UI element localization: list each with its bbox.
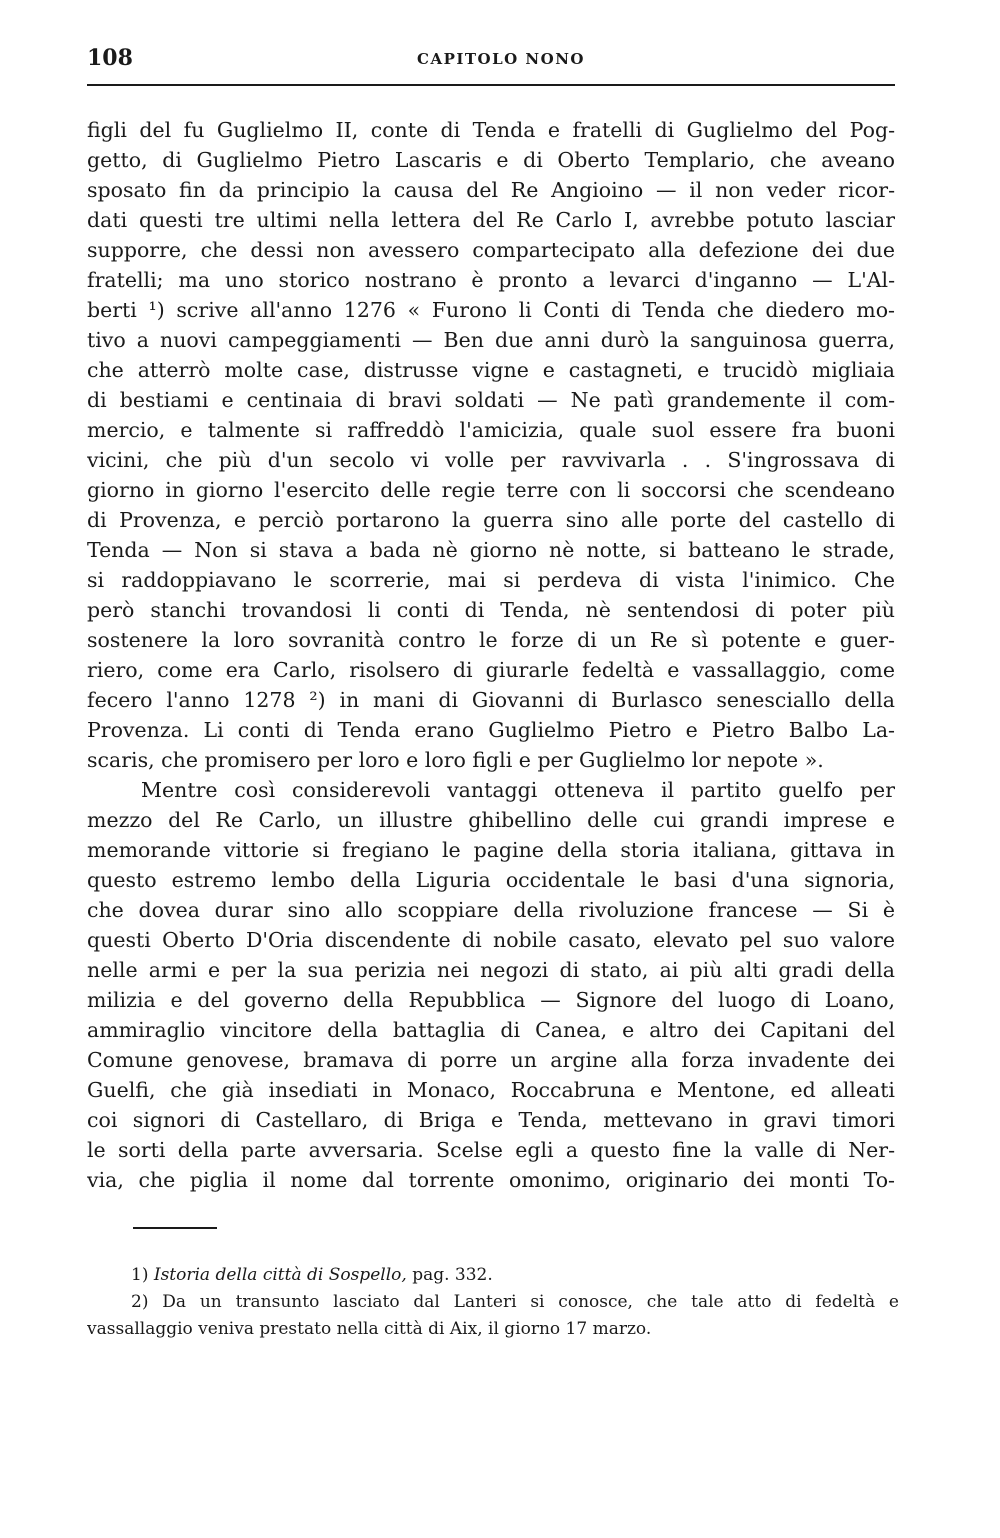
text-line: fecero l'anno 1278 ²) in mani di Giovanni di Burlasco senesciallo della — [87, 688, 895, 712]
text-line: sostenere la loro sovranità contro le forze di un Re sì potente e guer- — [87, 628, 895, 652]
text-line: che dovea durar sino allo scoppiare della rivoluzione francese — Si è — [87, 898, 895, 922]
text-line: tivo a nuovi campeggiamenti — Ben due anni durò la sanguinosa guerra, — [87, 328, 895, 352]
text-line: però stanchi trovandosi li conti di Tenda, nè sentendosi di poter più — [87, 598, 895, 622]
running-head — [87, 44, 895, 84]
text-line: Tenda — Non si stava a bada nè giorno nè notte, si batteano le strade, — [87, 538, 895, 562]
text-line: sposato fin da principio la causa del Re Angioino — il non veder ricor- — [87, 178, 895, 202]
footnote-1-marker: 1) — [131, 1265, 149, 1285]
text-line: fratelli; ma uno storico nostrano è pronto a levarci d'inganno — L'Al- — [87, 268, 895, 292]
page-number: 108 — [87, 45, 133, 71]
text-line: le sorti della parte avversaria. Scelse egli a questo fine la valle di Ner- — [87, 1138, 895, 1162]
text-line: Comune genovese, bramava di porre un argine alla forza invadente dei — [87, 1048, 895, 1072]
text-line: giorno in giorno l'esercito delle regie terre con li soccorsi che scendeano — [87, 478, 895, 502]
footnote-rule — [133, 1227, 217, 1229]
text-line: riero, come era Carlo, risolsero di giurarle fedeltà e vassallaggio, come — [87, 658, 895, 682]
text-line: che atterrò molte case, distrusse vigne e castagneti, e trucidò migliaia — [87, 358, 895, 382]
footnotes — [87, 1262, 899, 1343]
footnote-2-line: vassallaggio veniva prestato nella città di Aix, il giorno 17 marzo. — [87, 1319, 652, 1339]
text-line: di bestiami e centinaia di bravi soldati — Ne patì grandemente il com- — [87, 388, 895, 412]
text-line: via, che piglia il nome dal torrente omonimo, originario dei monti To- — [87, 1168, 895, 1192]
footnote-1-title: Istoria della città di Sospello, — [153, 1265, 407, 1285]
chapter-title: CAPITOLO NONO — [417, 50, 585, 68]
text-line: Provenza. Li conti di Tenda erano Guglielmo Pietro e Pietro Balbo La- — [87, 718, 895, 742]
header-rule — [87, 84, 895, 86]
body-text — [87, 115, 895, 1195]
text-line: berti ¹) scrive all'anno 1276 « Furono li Conti di Tenda che diedero mo- — [87, 298, 895, 322]
text-line: getto, di Guglielmo Pietro Lascaris e di Oberto Templario, che aveano — [87, 148, 895, 172]
text-line: nelle armi e per la sua perizia nei negozi di stato, ai più alti gradi della — [87, 958, 895, 982]
text-line: ammiraglio vincitore della battaglia di Canea, e altro dei Capitani del — [87, 1018, 895, 1042]
text-line: di Provenza, e perciò portarono la guerra sino alle porte del castello di — [87, 508, 895, 532]
text-line: si raddoppiavano le scorrerie, mai si perdeva di vista l'inimico. Che — [87, 568, 895, 592]
text-line: coi signori di Castellaro, di Briga e Tenda, mettevano in gravi timori — [87, 1108, 895, 1132]
text-line: milizia e del governo della Repubblica — Signore del luogo di Loano, — [87, 988, 895, 1012]
footnote-1 — [87, 1262, 899, 1289]
text-line: questo estremo lembo della Liguria occidentale le basi d'una signoria, — [87, 868, 895, 892]
text-line: questi Oberto D'Oria discendente di nobile casato, elevato pel suo valore — [87, 928, 895, 952]
text-line: supporre, che dessi non avessero compartecipato alla defezione dei due — [87, 238, 895, 262]
footnote-1-page: pag. 332. — [412, 1265, 493, 1285]
text-line: Guelfi, che già insediati in Monaco, Roccabruna e Mentone, ed alleati — [87, 1078, 895, 1102]
text-line: figli del fu Guglielmo II, conte di Tenda e fratelli di Guglielmo del Pog- — [87, 118, 895, 142]
text-line: mezzo del Re Carlo, un illustre ghibellino delle cui grandi imprese e — [87, 808, 895, 832]
text-line: vicini, che più d'un secolo vi volle per ravvivarla . . S'ingrossava di — [87, 448, 895, 472]
text-line: Mentre così considerevoli vantaggi otteneva il partito guelfo per — [141, 778, 895, 802]
text-line: scaris, che promisero per loro e loro figli e per Guglielmo lor nepote ». — [87, 748, 824, 772]
text-line: memorande vittorie si fregiano le pagine della storia italiana, gittava in — [87, 838, 895, 862]
text-line: dati questi tre ultimi nella lettera del Re Carlo I, avrebbe potuto lasciar — [87, 208, 895, 232]
text-line: mercio, e talmente si raffreddò l'amicizia, quale suol essere fra buoni — [87, 418, 895, 442]
footnote-2-line: 2) Da un transunto lasciato dal Lanteri si conosce, che tale atto di fedeltà e — [131, 1292, 899, 1312]
